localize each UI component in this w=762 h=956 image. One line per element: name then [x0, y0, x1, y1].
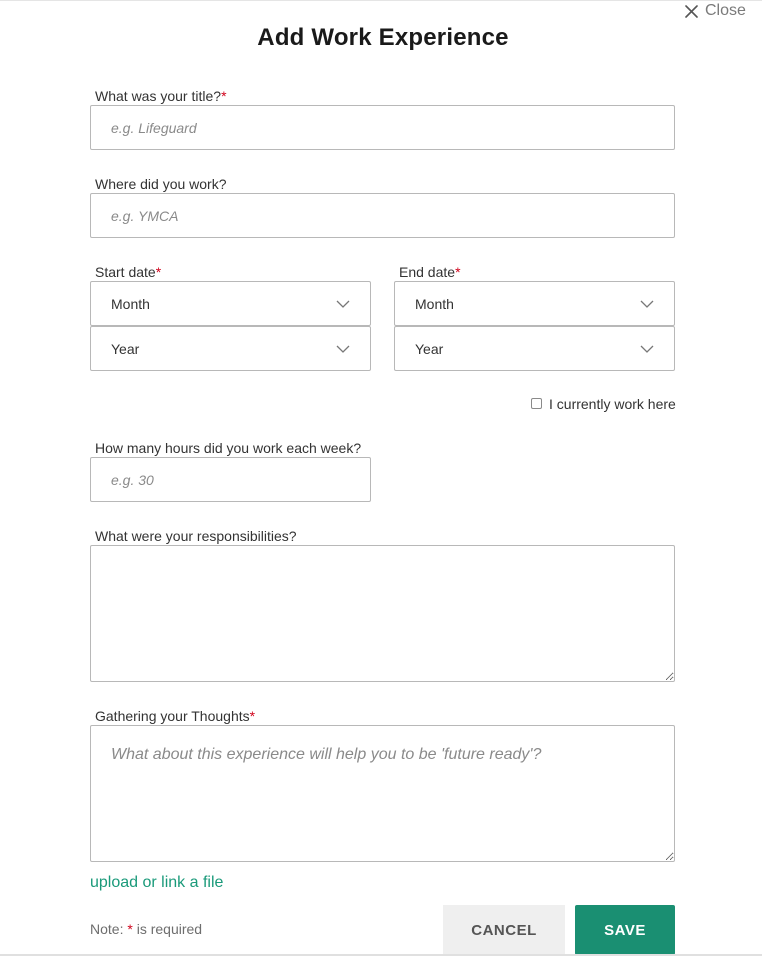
end-year-value: Year: [415, 340, 444, 357]
employer-input[interactable]: [90, 193, 675, 238]
start-date-label-text: Start date: [95, 264, 156, 280]
top-divider: [0, 0, 762, 1]
chevron-down-icon: [640, 300, 654, 308]
responsibilities-label: What were your responsibilities?: [95, 528, 297, 544]
required-marker: *: [221, 88, 227, 104]
start-year-select[interactable]: [90, 326, 371, 371]
save-button[interactable]: SAVE: [575, 905, 675, 955]
end-month-select[interactable]: [394, 281, 675, 326]
required-marker: *: [155, 264, 162, 280]
thoughts-field-label: [95, 708, 255, 724]
close-button[interactable]: [685, 1, 746, 21]
chevron-down-icon: [336, 345, 350, 353]
required-note: [90, 921, 202, 937]
responsibilities-textarea[interactable]: [90, 545, 675, 682]
note-suffix: is required: [136, 921, 203, 937]
current-job-toggle[interactable]: [531, 396, 676, 412]
note-required-marker: *: [127, 921, 133, 937]
title-field-label-text: What was your title?: [95, 88, 222, 104]
start-year-value: Year: [111, 340, 140, 357]
title-field-label: [95, 88, 227, 104]
hours-input[interactable]: [90, 457, 371, 502]
upload-file-link[interactable]: upload or link a file: [90, 874, 224, 891]
start-month-value: Month: [111, 295, 150, 312]
thoughts-textarea[interactable]: [90, 725, 675, 862]
title-input[interactable]: [90, 105, 675, 150]
end-date-label-text: End date: [399, 264, 456, 280]
start-month-select[interactable]: [90, 281, 371, 326]
end-date-label: [399, 264, 461, 280]
chevron-down-icon: [336, 300, 350, 308]
current-job-label: I currently work here: [549, 396, 676, 412]
required-marker: *: [249, 708, 256, 724]
thoughts-field-label-text: Gathering your Thoughts: [95, 708, 250, 724]
cancel-button[interactable]: CANCEL: [443, 905, 565, 955]
chevron-down-icon: [640, 345, 654, 353]
note-prefix: Note:: [90, 921, 124, 937]
hours-field-label: How many hours did you work each week?: [95, 440, 362, 456]
start-date-label: [95, 264, 161, 280]
current-job-checkbox[interactable]: [531, 398, 542, 409]
dialog-title: Add Work Experience: [257, 24, 509, 51]
close-label: Close: [705, 2, 746, 19]
close-icon: [685, 5, 698, 18]
employer-field-label: Where did you work?: [95, 176, 227, 192]
end-year-select[interactable]: [394, 326, 675, 371]
required-marker: *: [455, 264, 461, 280]
end-month-value: Month: [415, 295, 454, 312]
